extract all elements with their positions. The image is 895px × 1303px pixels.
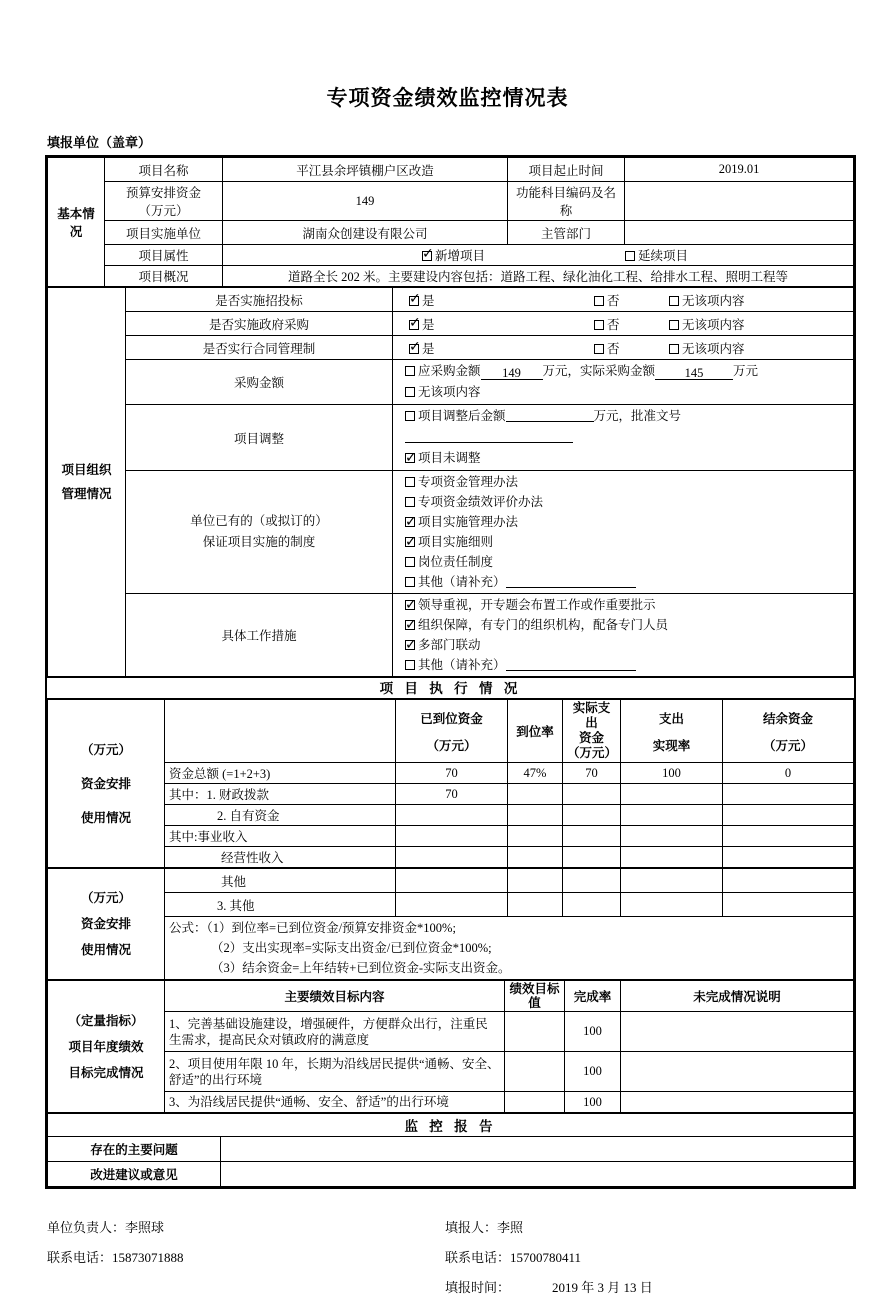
option-label: 组织保障，有专门的组织机构，配备专门人员 bbox=[418, 618, 669, 632]
reporter-phone-value: 15700780411 bbox=[510, 1250, 582, 1265]
fund-cell: 70 bbox=[396, 784, 508, 805]
report-date-label: 填报时间： bbox=[445, 1280, 511, 1295]
header-line: （万元） bbox=[567, 746, 618, 760]
table-row bbox=[48, 182, 854, 221]
formula-prefix: 公式： bbox=[169, 921, 207, 935]
form-footer bbox=[47, 1213, 895, 1303]
fund-corner-cell bbox=[165, 700, 396, 763]
fund-label-line3: 使用情况 bbox=[80, 810, 131, 825]
reporter-phone-line bbox=[445, 1243, 843, 1273]
option-not-applicable bbox=[669, 291, 745, 309]
org-section-label-line1: 项目组织 bbox=[61, 463, 112, 477]
fund-cell bbox=[723, 826, 854, 847]
fund-cell: 100 bbox=[621, 763, 723, 784]
option-label: 新增项目 bbox=[435, 249, 486, 263]
basic-section-label: 基本情况 bbox=[48, 158, 105, 287]
fund-cell bbox=[723, 847, 854, 868]
option-new-project bbox=[422, 246, 485, 264]
header-incomplete-note: 未完成情况说明 bbox=[621, 981, 854, 1012]
fund-cell bbox=[563, 826, 621, 847]
table-row bbox=[48, 594, 854, 677]
header-line: 结余资金 bbox=[762, 711, 813, 726]
checkbox-icon bbox=[405, 366, 415, 376]
main-form-table bbox=[45, 155, 856, 1189]
suggestions-value bbox=[221, 1162, 854, 1187]
table-row bbox=[48, 805, 854, 826]
checkbox-icon bbox=[405, 497, 415, 507]
option-label: 项目实施细则 bbox=[418, 535, 494, 549]
goal-completion-rate: 100 bbox=[565, 1012, 621, 1052]
option-label: 是 bbox=[422, 293, 435, 308]
fund-label-line2: 资金安排 bbox=[80, 917, 131, 931]
checkbox-icon bbox=[409, 320, 419, 330]
goals-label-line1: （定量指标） bbox=[68, 1013, 144, 1028]
manager-phone-line bbox=[47, 1243, 445, 1273]
table-row bbox=[48, 893, 854, 917]
function-code-label: 功能科目编码及名称 bbox=[508, 182, 625, 221]
fund-cell bbox=[563, 847, 621, 868]
table-row bbox=[48, 1012, 854, 1052]
checkbox-icon bbox=[405, 660, 415, 670]
report-date-line bbox=[445, 1273, 843, 1303]
fund-cell bbox=[563, 784, 621, 805]
list-item bbox=[405, 572, 849, 592]
suggestions-label: 改进建议或意见 bbox=[48, 1162, 221, 1187]
option-no bbox=[594, 339, 669, 357]
list-item bbox=[405, 472, 849, 492]
fund-row-label: 其中:事业收入 bbox=[165, 826, 396, 847]
fund-row-label: 3. 其他 bbox=[165, 893, 396, 917]
purchase-suffix: 万元 bbox=[733, 364, 759, 378]
system-label-line1: 单位已有的（或拟订的） bbox=[190, 514, 328, 528]
option-label: 是 bbox=[422, 341, 435, 356]
unit-manager-line bbox=[47, 1213, 445, 1243]
footer-left-column bbox=[47, 1213, 445, 1303]
goal-completion-rate: 100 bbox=[565, 1092, 621, 1113]
table-row bbox=[48, 869, 854, 893]
table-row bbox=[48, 405, 854, 471]
fund-cell bbox=[508, 784, 563, 805]
implementing-unit-label: 项目实施单位 bbox=[105, 221, 223, 245]
fund-cell: 47% bbox=[508, 763, 563, 784]
list-item bbox=[405, 595, 849, 615]
table-row bbox=[48, 245, 854, 266]
project-adjust-content bbox=[393, 405, 854, 471]
project-period-value: 2019.01 bbox=[625, 158, 854, 182]
monitor-report-section bbox=[47, 1113, 854, 1187]
list-item bbox=[405, 492, 849, 512]
fund-label-line2: 资金安排 bbox=[80, 776, 131, 791]
checkbox-icon bbox=[422, 251, 432, 261]
manager-phone-value: 15873071888 bbox=[112, 1250, 184, 1265]
option-label: 领导重视，开专题会布置工作或作重要批示 bbox=[418, 598, 656, 612]
implementing-unit-value: 湖南众创建设有限公司 bbox=[223, 221, 508, 245]
question-contract-mgmt-label: 是否实行合同管理制 bbox=[126, 336, 393, 360]
fund-cell bbox=[621, 893, 723, 917]
checkbox-icon bbox=[594, 344, 604, 354]
system-label-line2: 保证项目实施的制度 bbox=[202, 535, 316, 549]
fund-cell bbox=[508, 847, 563, 868]
checkbox-icon bbox=[625, 251, 635, 261]
option-label: 专项资金绩效评价办法 bbox=[418, 495, 544, 509]
option-label: 项目未调整 bbox=[418, 451, 481, 465]
purchase-line2 bbox=[405, 382, 849, 403]
option-yes bbox=[409, 315, 594, 333]
table-row bbox=[48, 784, 854, 805]
fund-cell: 70 bbox=[563, 763, 621, 784]
formula-line: （2）支出实现率=实际支出资金/已到位资金*100%; bbox=[211, 941, 492, 955]
table-row bbox=[48, 1092, 854, 1113]
supervising-dept-value bbox=[625, 221, 854, 245]
budget-label-line2: （万元） bbox=[138, 204, 189, 218]
goal-incomplete-note bbox=[621, 1052, 854, 1092]
fund-section-label bbox=[48, 700, 165, 868]
fund-cell bbox=[621, 784, 723, 805]
table-row bbox=[48, 336, 854, 360]
checkbox-icon bbox=[405, 517, 415, 527]
reporter-line bbox=[445, 1213, 843, 1243]
reporter-label: 填报人： bbox=[445, 1220, 498, 1235]
list-item bbox=[405, 532, 849, 552]
project-attribute-label: 项目属性 bbox=[105, 245, 223, 266]
fund-cell bbox=[621, 869, 723, 893]
table-row bbox=[48, 826, 854, 847]
adjust-middle: 万元，批准文号 bbox=[593, 409, 682, 423]
manager-phone-label: 联系电话： bbox=[47, 1250, 113, 1265]
option-not-applicable bbox=[669, 339, 745, 357]
purchase-amount-content bbox=[393, 360, 854, 405]
adjust-amount-blank bbox=[506, 408, 594, 422]
checkbox-icon bbox=[405, 453, 415, 463]
org-management-section bbox=[47, 287, 854, 677]
checkbox-icon bbox=[405, 600, 415, 610]
option-label: 其他（请补充） bbox=[418, 575, 506, 589]
fund-cell bbox=[396, 893, 508, 917]
question-bidding-options bbox=[393, 288, 854, 312]
reporter-value: 李照 bbox=[497, 1220, 524, 1235]
fund-cell bbox=[508, 805, 563, 826]
purchase-line1 bbox=[405, 361, 849, 382]
fund-cell bbox=[563, 893, 621, 917]
fund-row-label: 其他 bbox=[165, 869, 396, 893]
option-label: 无该项内容 bbox=[682, 293, 745, 308]
option-label: 专项资金管理办法 bbox=[418, 475, 519, 489]
header-line: （万元） bbox=[426, 738, 477, 753]
header-actual-spent bbox=[563, 700, 621, 763]
header-line: 实现率 bbox=[652, 738, 691, 753]
option-label: 否 bbox=[607, 341, 620, 356]
fund-cell bbox=[508, 869, 563, 893]
option-not-applicable bbox=[669, 315, 745, 333]
option-label: 无该项内容 bbox=[682, 317, 745, 332]
fund-cell bbox=[723, 805, 854, 826]
fund-row-label: 其中：1. 财政拨款 bbox=[165, 784, 396, 805]
fund-cell: 70 bbox=[396, 763, 508, 784]
goal-content: 2、项目使用年限 10 年，长期为沿线居民提供“通畅、安全、舒适”的出行环境 bbox=[165, 1052, 505, 1092]
fund-cell bbox=[621, 847, 723, 868]
formula-line: （3）结余资金=上年结转+已到位资金-实际支出资金。 bbox=[211, 961, 511, 975]
execution-section-header: 项 目 执 行 情 况 bbox=[47, 677, 854, 699]
option-yes bbox=[409, 339, 594, 357]
fund-label-line3: 使用情况 bbox=[80, 943, 131, 957]
checkbox-icon bbox=[669, 344, 679, 354]
budget-label-line1: 预算安排资金 bbox=[125, 186, 201, 200]
table-row bbox=[48, 1114, 854, 1137]
fund-usage-table-2 bbox=[47, 868, 854, 980]
table-row bbox=[48, 847, 854, 868]
header-completion-rate: 完成率 bbox=[565, 981, 621, 1012]
footer-right-column bbox=[445, 1213, 843, 1303]
goals-label-line3: 目标完成情况 bbox=[68, 1065, 144, 1080]
question-gov-procurement-label: 是否实施政府采购 bbox=[126, 312, 393, 336]
option-label: 岗位责任制度 bbox=[418, 555, 494, 569]
header-goal-target: 绩效目标值 bbox=[505, 981, 565, 1012]
main-problems-label: 存在的主要问题 bbox=[48, 1137, 221, 1162]
option-label: 否 bbox=[607, 293, 620, 308]
goal-incomplete-note bbox=[621, 1092, 854, 1113]
fund-cell bbox=[723, 784, 854, 805]
formula-line bbox=[169, 918, 849, 938]
table-row bbox=[48, 288, 854, 312]
fund-usage-table bbox=[47, 699, 854, 868]
option-label: 否 bbox=[607, 317, 620, 332]
goal-target-value bbox=[505, 1012, 565, 1052]
header-line: （万元） bbox=[762, 738, 813, 753]
table-row bbox=[48, 917, 854, 980]
formula-cell bbox=[165, 917, 854, 980]
fund-row-label: 资金总额 (=1+2+3) bbox=[165, 763, 396, 784]
goal-content: 1、完善基础设施建设，增强硬件，方便群众出行，注重民生需求，提高民众对镇政府的满意度 bbox=[165, 1012, 505, 1052]
option-label: 无该项内容 bbox=[418, 385, 481, 399]
project-overview-label: 项目概况 bbox=[105, 266, 223, 287]
table-row bbox=[48, 312, 854, 336]
checkbox-icon bbox=[669, 296, 679, 306]
header-balance bbox=[723, 700, 854, 763]
performance-goals-table bbox=[47, 980, 854, 1113]
question-bidding-label: 是否实施招投标 bbox=[126, 288, 393, 312]
budget-value: 149 bbox=[223, 182, 508, 221]
checkbox-icon bbox=[405, 411, 415, 421]
header-arrival-rate: 到位率 bbox=[508, 700, 563, 763]
monitor-section-header: 监 控 报 告 bbox=[48, 1114, 854, 1137]
supervising-dept-label: 主管部门 bbox=[508, 221, 625, 245]
page-title: 专项资金绩效监控情况表 bbox=[326, 87, 569, 110]
project-overview-value: 道路全长 202 米。主要建设内容包括：道路工程、绿化油化工程、给排水工程、照明工程等 bbox=[223, 266, 854, 287]
project-period-label: 项目起止时间 bbox=[508, 158, 625, 182]
other-blank bbox=[506, 657, 636, 671]
checkbox-icon bbox=[405, 477, 415, 487]
purchase-planned-value: 149 bbox=[481, 366, 543, 380]
measures-label: 具体工作措施 bbox=[126, 594, 393, 677]
fund-cell bbox=[563, 869, 621, 893]
reporting-unit-label: 填报单位（盖章） bbox=[47, 135, 152, 150]
table-row bbox=[48, 1137, 854, 1162]
project-name-label: 项目名称 bbox=[105, 158, 223, 182]
budget-label bbox=[105, 182, 223, 221]
fund-cell bbox=[396, 826, 508, 847]
main-problems-value bbox=[221, 1137, 854, 1162]
fund-cell bbox=[723, 893, 854, 917]
fund-cell bbox=[508, 893, 563, 917]
list-item bbox=[405, 512, 849, 532]
checkbox-icon bbox=[405, 387, 415, 397]
header-spend-rate bbox=[621, 700, 723, 763]
checkbox-icon bbox=[405, 640, 415, 650]
checkbox-icon bbox=[669, 320, 679, 330]
project-attribute-options bbox=[223, 245, 854, 266]
system-items bbox=[393, 471, 854, 594]
goal-incomplete-note bbox=[621, 1012, 854, 1052]
fund-cell: 0 bbox=[723, 763, 854, 784]
fund-cell bbox=[563, 805, 621, 826]
header-line: 已到位资金 bbox=[420, 711, 483, 726]
table-row bbox=[48, 471, 854, 594]
option-yes bbox=[409, 291, 594, 309]
org-section-label bbox=[48, 288, 126, 677]
option-no bbox=[594, 291, 669, 309]
fund-label-line1: （万元） bbox=[80, 891, 131, 905]
adjust-doc-number-blank bbox=[405, 429, 573, 443]
org-section-label-line2: 管理情况 bbox=[61, 487, 112, 501]
adjust-line2 bbox=[405, 448, 849, 469]
table-row bbox=[48, 266, 854, 287]
option-label: 延续项目 bbox=[638, 249, 689, 263]
header-received-funds bbox=[396, 700, 508, 763]
list-item bbox=[405, 615, 849, 635]
checkbox-icon bbox=[409, 344, 419, 354]
function-code-value bbox=[625, 182, 854, 221]
checkbox-icon bbox=[405, 557, 415, 567]
list-item bbox=[405, 552, 849, 572]
adjust-line1 bbox=[405, 406, 849, 448]
header-goal-content: 主要绩效目标内容 bbox=[165, 981, 505, 1012]
option-label: 项目实施管理办法 bbox=[418, 515, 519, 529]
fund-cell bbox=[621, 826, 723, 847]
checkbox-icon bbox=[594, 320, 604, 330]
list-item bbox=[405, 635, 849, 655]
purchase-middle: 万元，实际采购金额 bbox=[542, 364, 656, 378]
table-row bbox=[48, 1162, 854, 1187]
formula-text: （1）到位率=已到位资金/预算安排资金*100%; bbox=[206, 921, 456, 935]
basic-info-section bbox=[47, 157, 854, 287]
header-line: 支出 bbox=[658, 711, 684, 726]
question-contract-mgmt-options bbox=[393, 336, 854, 360]
goal-target-value bbox=[505, 1092, 565, 1113]
reporter-phone-label: 联系电话： bbox=[445, 1250, 511, 1265]
fund-row-label: 经营性收入 bbox=[165, 847, 396, 868]
fund-cell bbox=[396, 869, 508, 893]
goal-completion-rate: 100 bbox=[565, 1052, 621, 1092]
header-line: 实际支出 bbox=[572, 701, 611, 730]
goal-content: 3、为沿线居民提供“通畅、安全、舒适”的出行环境 bbox=[165, 1092, 505, 1113]
fund-cell bbox=[621, 805, 723, 826]
goals-section-label bbox=[48, 981, 165, 1113]
checkbox-icon bbox=[405, 577, 415, 587]
table-row bbox=[48, 1052, 854, 1092]
table-row bbox=[48, 158, 854, 182]
measures-items bbox=[393, 594, 854, 677]
report-date-value: 2019 年 3 月 13 日 bbox=[552, 1280, 653, 1295]
checkbox-icon bbox=[405, 620, 415, 630]
option-continued-project bbox=[625, 246, 688, 264]
table-row bbox=[48, 700, 854, 763]
unit-manager-label: 单位负责人： bbox=[47, 1220, 126, 1235]
goals-label-line2: 项目年度绩效 bbox=[68, 1039, 144, 1054]
checkbox-icon bbox=[405, 537, 415, 547]
option-label: 是 bbox=[422, 317, 435, 332]
table-row bbox=[48, 763, 854, 784]
table-row bbox=[48, 360, 854, 405]
question-gov-procurement-options bbox=[393, 312, 854, 336]
purchase-actual-value: 145 bbox=[655, 366, 733, 380]
goal-target-value bbox=[505, 1052, 565, 1092]
list-item bbox=[405, 655, 849, 675]
option-no bbox=[594, 315, 669, 333]
unit-manager-value: 李照球 bbox=[125, 1220, 165, 1235]
fund-row-label: 2. 自有资金 bbox=[165, 805, 396, 826]
adjust-prefix: 项目调整后金额 bbox=[418, 409, 506, 423]
option-label: 无该项内容 bbox=[682, 341, 745, 356]
fund-cell bbox=[723, 869, 854, 893]
header-line: 资金 bbox=[578, 731, 604, 745]
project-name-value: 平江县余坪镇棚户区改造 bbox=[223, 158, 508, 182]
system-label bbox=[126, 471, 393, 594]
table-row bbox=[48, 221, 854, 245]
option-label: 多部门联动 bbox=[418, 638, 481, 652]
table-row bbox=[48, 981, 854, 1012]
project-adjust-label: 项目调整 bbox=[126, 405, 393, 471]
fund-cell bbox=[508, 826, 563, 847]
purchase-amount-label: 采购金额 bbox=[126, 360, 393, 405]
purchase-prefix: 应采购金额 bbox=[418, 364, 481, 378]
fund-cell bbox=[396, 847, 508, 868]
fund-cell bbox=[396, 805, 508, 826]
checkbox-icon bbox=[594, 296, 604, 306]
other-blank bbox=[506, 574, 636, 588]
checkbox-icon bbox=[409, 296, 419, 306]
option-label: 其他（请补充） bbox=[418, 658, 506, 672]
fund2-section-label bbox=[48, 869, 165, 980]
fund-label-line1: （万元） bbox=[80, 742, 131, 757]
